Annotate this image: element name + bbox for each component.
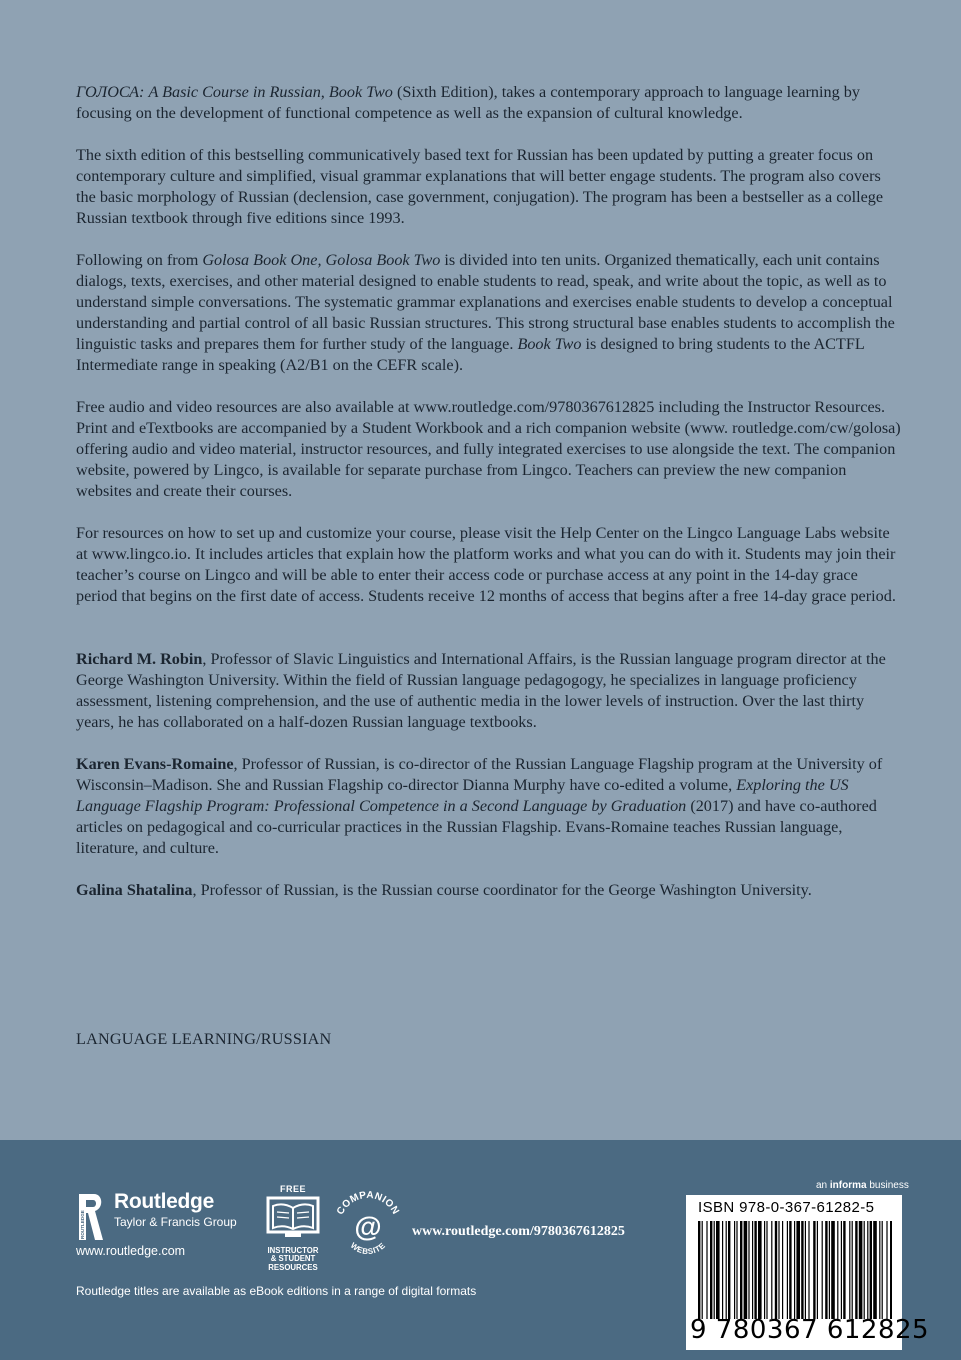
description-paragraph-5: For resources on how to set up and customize your course, please visit the Help Center on the Lingco Language Labs website at www.lingco.io. It includes articles that explain how the platform works and what you can do with it. Students may join their teacher’s course on Lingco and will be able to enter their access code or purchase access at any point in the 14-day grace period that begins on the first date of access. Students receive 12 months of access that begins after a free 14-day grace period. [76, 524, 896, 605]
isbn-digits: 9 780367 612825 [690, 1315, 930, 1345]
svg-text:WEBSITE [349, 1241, 388, 1256]
routledge-vertical-text: ROUTLEDGE [79, 1210, 85, 1239]
open-book-icon [265, 1196, 321, 1240]
publisher-url[interactable]: www.routledge.com [76, 1244, 186, 1258]
subject-category: LANGUAGE LEARNING/RUSSIAN [76, 1030, 332, 1048]
back-cover-text [76, 82, 902, 922]
publisher-group: Taylor & Francis Group [114, 1215, 237, 1229]
book-title: ГОЛОСА: A Basic Course in Russian, Book Two [76, 83, 393, 101]
author-bio-shatalina: Galina Shatalina, Professor of Russian, is the Russian course coordinator for the George Washington University. [76, 881, 812, 899]
free-label: FREE [279, 1184, 306, 1194]
publisher-name: Routledge [114, 1190, 214, 1213]
description-paragraph-4: Free audio and video resources are also available at www.routledge.com/9780367612825 including the Instructor Resources. Print and eTextbooks are accompanied by a Student Workbook and a rich companion website (www. routledge.com/cw/golosa) offering audio and video material, instructor resources, and fully integrated exercises to use alongside the text. The companion website, powered by Lingco, is available for separate purchase from Lingco. Teachers can preview the new companion websites and create their courses. [76, 398, 901, 500]
author-name: Richard M. Robin [76, 650, 203, 668]
routledge-r-icon [76, 1192, 106, 1242]
routledge-logo [76, 1190, 246, 1260]
book-website-url[interactable]: www.routledge.com/9780367612825 [412, 1224, 625, 1239]
isbn-label: ISBN 978-0-367-61282-5 [698, 1199, 875, 1216]
ebook-formats-note: Routledge titles are available as eBook editions in a range of digital formats [76, 1284, 477, 1298]
footer-band [0, 1140, 961, 1360]
author-bio-robin: Richard M. Robin, Professor of Slavic Linguistics and International Affairs, is the Russian language program director at the George Washington University. Within the field of Russian language pedagogogy, he specializes in language proficiency assessment, listening comprehension, and the use of authentic media in the lower levels of instruction. Over the last thirty years, he has collaborated on a half-dozen Russian language textbooks. [76, 650, 886, 731]
companion-label: COMPANION [334, 1189, 402, 1217]
isbn-barcode-box [686, 1195, 930, 1350]
website-label: WEBSITE [348, 1240, 388, 1257]
description-paragraph-1: ГОЛОСА: A Basic Course in Russian, Book Two (Sixth Edition), takes a contemporary approach to language learning by focusing on the development of functional competence as well as the expansion of cultural knowledge. [76, 83, 860, 122]
barcode-icon [696, 1221, 892, 1319]
description-paragraph-2: The sixth edition of this bestselling communicatively based text for Russian has been updated by putting a greater focus on contemporary culture and simplified, visual grammar explanations that will better engage students. The program also covers the basic morphology of Russian (declension, case government, conjugation). The program has been a bestseller as a college Russian textbook through five editions since 1993. [76, 146, 884, 227]
resources-label: INSTRUCTOR & STUDENT RESOURCES [267, 1246, 319, 1272]
companion-website-badge [330, 1186, 406, 1262]
free-resources-badge [258, 1184, 328, 1276]
author-name: Galina Shatalina [76, 881, 193, 899]
author-name: Karen Evans-Romaine [76, 755, 234, 773]
at-symbol-icon: @ [354, 1211, 382, 1242]
author-bio-evans-romaine: Karen Evans-Romaine, Professor of Russian, is co-director of the Russian Language Flagship program at the University of Wisconsin–Madison. She and Russian Flagship co-director Dianna Murphy have co-edited a volume, Exploring the US Language Flagship Program: Professional Competence in a Second Language by Graduation (2017) and have co-authored articles on pedagogical and co-curricular practices in the Russian Flagship. Evans-Romaine teaches Russian language, literature, and culture. [76, 755, 883, 857]
informa-tagline: an informa business [816, 1180, 909, 1191]
description-paragraph-3: Following on from Golosa Book One, Golosa Book Two is divided into ten units. Organized thematically, each unit contains dialogs, texts, exercises, and other material designed to enable students to read, speak, and write about the topic, as well as to understand simple conversations. The systematic grammar explanations and exercises enable students to develop a conceptual understanding and partial control of all basic Russian structures. This strong structural base enables students to accomplish the linguistic tasks and prepares them for further study of the language. Book Two is designed to bring students to the ACTFL Intermediate range in speaking (A2/B1 on the CEFR scale). [76, 251, 895, 374]
